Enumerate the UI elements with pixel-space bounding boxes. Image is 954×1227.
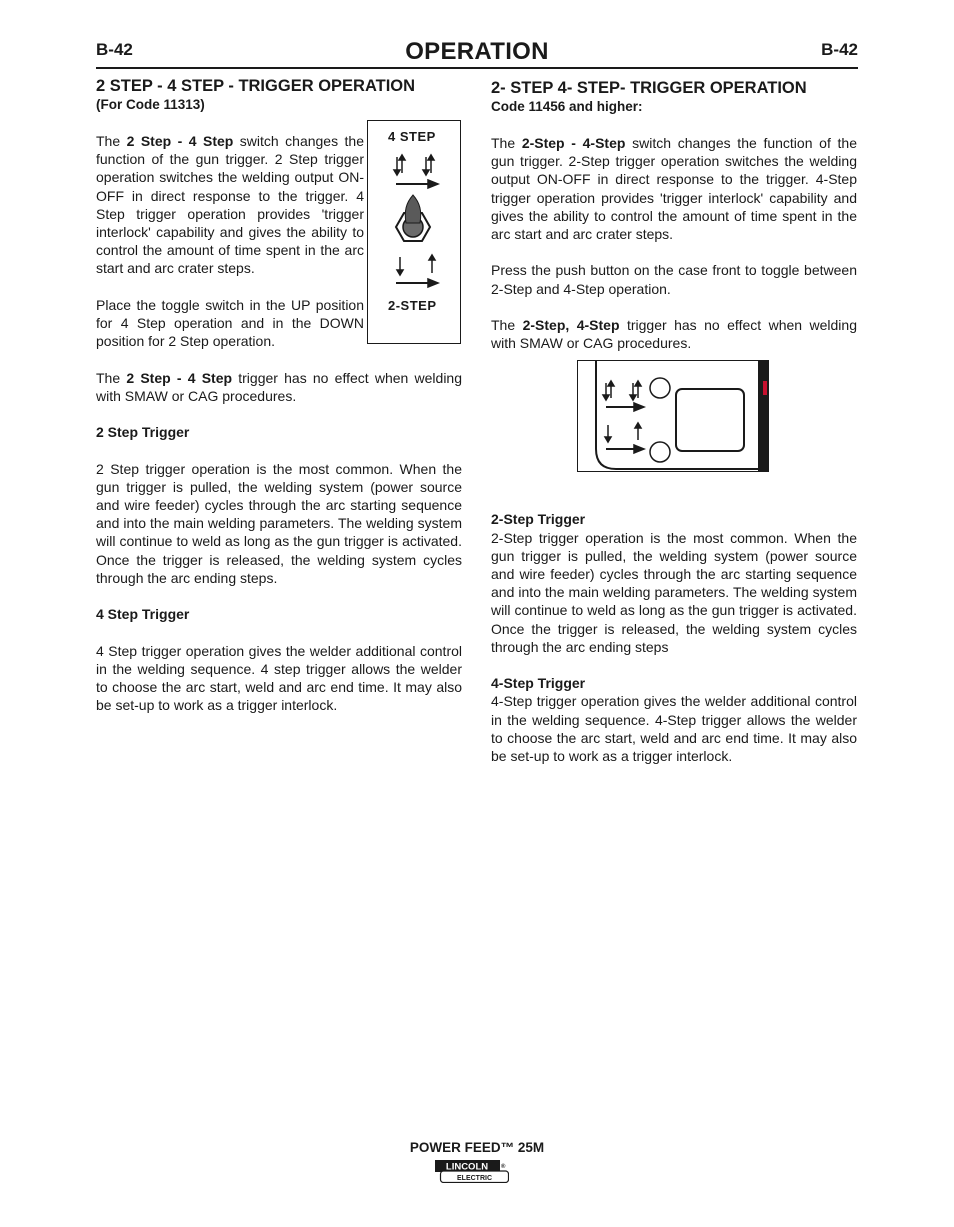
left-paragraph-3: The 2 Step - 4 Step trigger has no effect when welding with SMAW or CAG procedures. bbox=[96, 369, 463, 404]
right-paragraph-4: 2-Step trigger operation is the most common. When the gun trigger is pulled, the welding system (power source and wire feeder) cycles through the arc starting sequence and into the main welding parameters. The welding system will continue to weld as long as the gun trigger is activated. Once the trigger is released, the welding system cycles through the arc ending steps bbox=[491, 529, 857, 655]
left-label-2-step: 2 Step Trigger bbox=[96, 424, 190, 441]
push-button-panel-drawing bbox=[578, 361, 768, 471]
right-paragraph-2: Press the push button on the case front to toggle between 2-Step and 4-Step operation. bbox=[491, 262, 857, 297]
lincoln-electric-logo bbox=[435, 1160, 509, 1183]
left-label-4-step: 4 Step Trigger bbox=[96, 606, 190, 623]
page-title: OPERATION bbox=[405, 38, 549, 65]
figure-label-4-step: 4 STEP bbox=[388, 129, 436, 144]
left-subheading: (For Code 11313) bbox=[96, 97, 205, 112]
left-heading: 2 STEP - 4 STEP - TRIGGER OPERATION bbox=[96, 77, 416, 95]
logo-registered-mark: ® bbox=[501, 1164, 506, 1170]
right-paragraph-5: 4-Step trigger operation gives the welder additional control in the welding sequence. 4-Step trigger allows the welder to choose the arc start, weld and arc end time. It may also be set-up to work as a trigger interlock. bbox=[491, 693, 857, 765]
push-button-panel-figure bbox=[577, 360, 769, 472]
left-paragraph-1: The 2 Step - 4 Step switch changes the function of the gun trigger. 2 Step trigger operation switches the welding output ON-OFF in direct response to the trigger. 4 Step trigger operation provides 'trigger interlock' capability and gives the ability to control the amount of time spent in the arc start and arc crater steps. bbox=[96, 133, 365, 277]
left-paragraph-4: 2 Step trigger operation is the most common. When the gun trigger is pulled, the welding system (power source and wire feeder) cycles through the arc starting sequence and into the main welding parameters. The welding system will continue to weld as long as the gun trigger is activated. Once the trigger is released, the welding system cycles through the arc ending steps. bbox=[96, 460, 462, 586]
left-paragraph-2: Place the toggle switch in the UP position for 4 Step operation and in the DOWN position for 2 Step operation. bbox=[96, 296, 364, 350]
logo-text-lincoln: LINCOLN bbox=[445, 1161, 489, 1173]
header-rule bbox=[96, 67, 858, 69]
right-paragraph-1: The 2-Step - 4-Step switch changes the function of the gun trigger. 2-Step trigger operation switches the welding output ON-OFF in direct response to the trigger. 4-Step trigger operation provides 'trigger interlock' capability and gives the ability to control the amount of time spent in the arc start and arc crater steps. bbox=[491, 135, 857, 243]
right-subheading: Code 11456 and higher: bbox=[491, 99, 643, 114]
page-number-right: B-42 bbox=[821, 40, 858, 59]
footer-model-name: POWER FEED™ 25M bbox=[409, 1140, 545, 1155]
toggle-switch-figure bbox=[367, 120, 461, 344]
logo-text-electric: ELECTRIC bbox=[457, 1175, 492, 1182]
right-paragraph-3: The 2-Step, 4-Step trigger has no effect when welding with SMAW or CAG procedures. bbox=[491, 317, 857, 352]
right-label-4-step: 4-Step Trigger bbox=[491, 675, 586, 692]
page-number-left: B-42 bbox=[96, 40, 133, 59]
right-heading: 2- STEP 4- STEP- TRIGGER OPERATION bbox=[491, 79, 807, 97]
figure-label-2-step: 2-STEP bbox=[388, 298, 437, 313]
left-paragraph-5: 4 Step trigger operation gives the welder additional control in the welding sequence. 4 step trigger allows the welder to choose the arc start, weld and arc end time. It may also be set-up to work as a trigger interlock. bbox=[96, 642, 462, 714]
right-label-2-step: 2-Step Trigger bbox=[491, 511, 586, 528]
